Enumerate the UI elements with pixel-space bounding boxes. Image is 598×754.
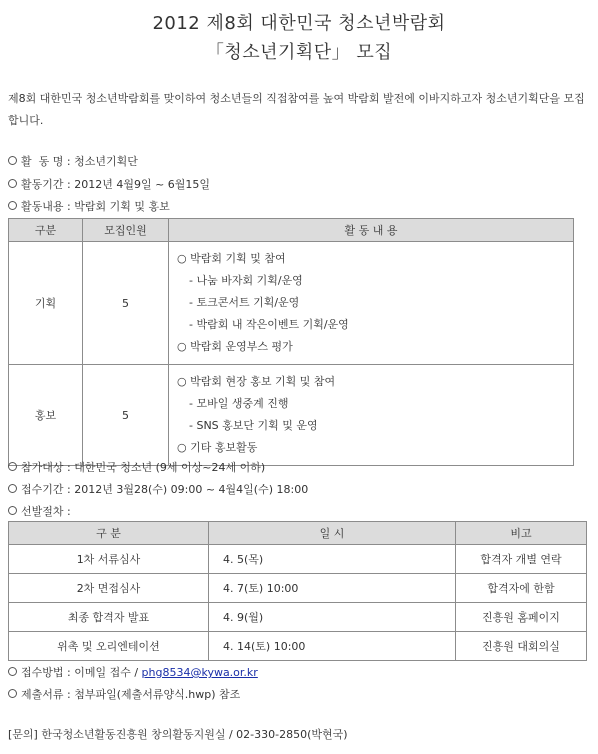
intro-paragraph: 제8회 대한민국 청소년박람회를 맞이하여 청소년들의 직접참여를 높여 박람회 발전에 이바지하고자 청소년기획단을 모집합니다. [8, 92, 585, 127]
bullet-circle-icon [8, 462, 17, 471]
row-category: 홍보 [9, 365, 83, 466]
table-row [9, 242, 574, 365]
date-cell: 4. 7(토) 10:00 [209, 574, 456, 603]
reception-period: 접수기간 : 2012년 3월28(수) 09:00 ~ 4월4일(수) 18:00 [21, 483, 309, 496]
bullet-circle-icon [8, 667, 17, 676]
activity-name: 활 동 명 : 청소년기획단 [21, 155, 138, 168]
stage-cell: 1차 서류심사 [9, 545, 209, 574]
bullet-circle-icon [8, 156, 17, 165]
activity-name-line [8, 153, 138, 169]
activity-subitem: - 박람회 내 작은이벤트 기획/운영 [189, 318, 349, 331]
documents: 제출서류 : 첨부파일(제출서류양식.hwp) 참조 [21, 688, 241, 701]
bullet-circle-icon [8, 179, 17, 188]
activity-subitem: - 토크콘서트 기획/운영 [189, 296, 300, 309]
table-row [9, 574, 587, 603]
date-cell: 4. 9(월) [209, 603, 456, 632]
documents-line [8, 686, 240, 702]
activity-subitem: - 모바일 생중계 진행 [189, 397, 289, 410]
eligibility: 참가대상 : 대한민국 청소년 (9세 이상~24세 이하) [21, 461, 266, 474]
activity-item: ○ 박람회 운영부스 평가 [177, 340, 293, 353]
bullet-circle-icon [8, 201, 17, 210]
header-category: 구분 [9, 219, 83, 242]
row-activities [169, 365, 574, 466]
activity-table-header [9, 219, 574, 242]
activity-item: ○ 박람회 기획 및 참여 [177, 252, 286, 265]
note-cell: 진흥원 대회의실 [456, 632, 587, 661]
activity-item: ○ 박람회 현장 홍보 기획 및 참여 [177, 375, 336, 388]
row-count: 5 [83, 242, 169, 365]
row-count: 5 [83, 365, 169, 466]
email-link[interactable]: phg8534@kywa.or.kr [141, 666, 258, 679]
table-row [9, 603, 587, 632]
apply-method: 접수방법 : 이메일 접수 / [21, 666, 142, 679]
bullet-circle-icon [8, 689, 17, 698]
row-activities [169, 242, 574, 365]
activity-period: 활동기간 : 2012년 4월9일 ~ 6월15일 [21, 178, 211, 191]
date-cell: 4. 5(목) [209, 545, 456, 574]
stage-cell: 위촉 및 오리엔테이션 [9, 632, 209, 661]
activity-subitem: - 나눔 바자회 기획/운영 [189, 274, 303, 287]
eligibility-line [8, 459, 265, 475]
page-subtitle: 「청소년기획단」 모집 [205, 42, 393, 63]
activity-subitem: - SNS 홍보단 기획 및 운영 [189, 419, 318, 432]
activity-item: ○ 기타 홍보활동 [177, 441, 258, 454]
note-cell: 진흥원 홈페이지 [456, 603, 587, 632]
activity-content: 활동내용 : 박람회 기획 및 홍보 [21, 200, 170, 213]
bullet-circle-icon [8, 484, 17, 493]
table-row [9, 545, 587, 574]
selection-label: 선발절차 : [21, 505, 71, 518]
header-count: 모집인원 [83, 219, 169, 242]
contact-info: [문의] 한국청소년활동진흥원 창의활동지원실 / 02-330-2850(박현국) [8, 728, 348, 741]
header-stage: 구 분 [9, 522, 209, 545]
activity-table [8, 218, 574, 466]
activity-content-line [8, 198, 170, 214]
bullet-circle-icon [8, 506, 17, 515]
note-cell: 합격자에 한함 [456, 574, 587, 603]
reception-line [8, 481, 308, 497]
activity-period-line [8, 176, 210, 192]
selection-line [8, 503, 71, 519]
note-cell: 합격자 개별 연락 [456, 545, 587, 574]
header-date: 일 시 [209, 522, 456, 545]
row-category: 기획 [9, 242, 83, 365]
apply-method-line [8, 664, 258, 680]
header-note: 비고 [456, 522, 587, 545]
selection-table [8, 521, 587, 661]
stage-cell: 최종 합격자 발표 [9, 603, 209, 632]
selection-table-header [9, 522, 587, 545]
date-cell: 4. 14(토) 10:00 [209, 632, 456, 661]
page-title: 2012 제8회 대한민국 청소년박람회 [152, 13, 446, 34]
table-row [9, 632, 587, 661]
stage-cell: 2차 면접심사 [9, 574, 209, 603]
header-activities: 활 동 내 용 [169, 219, 574, 242]
table-row [9, 365, 574, 466]
